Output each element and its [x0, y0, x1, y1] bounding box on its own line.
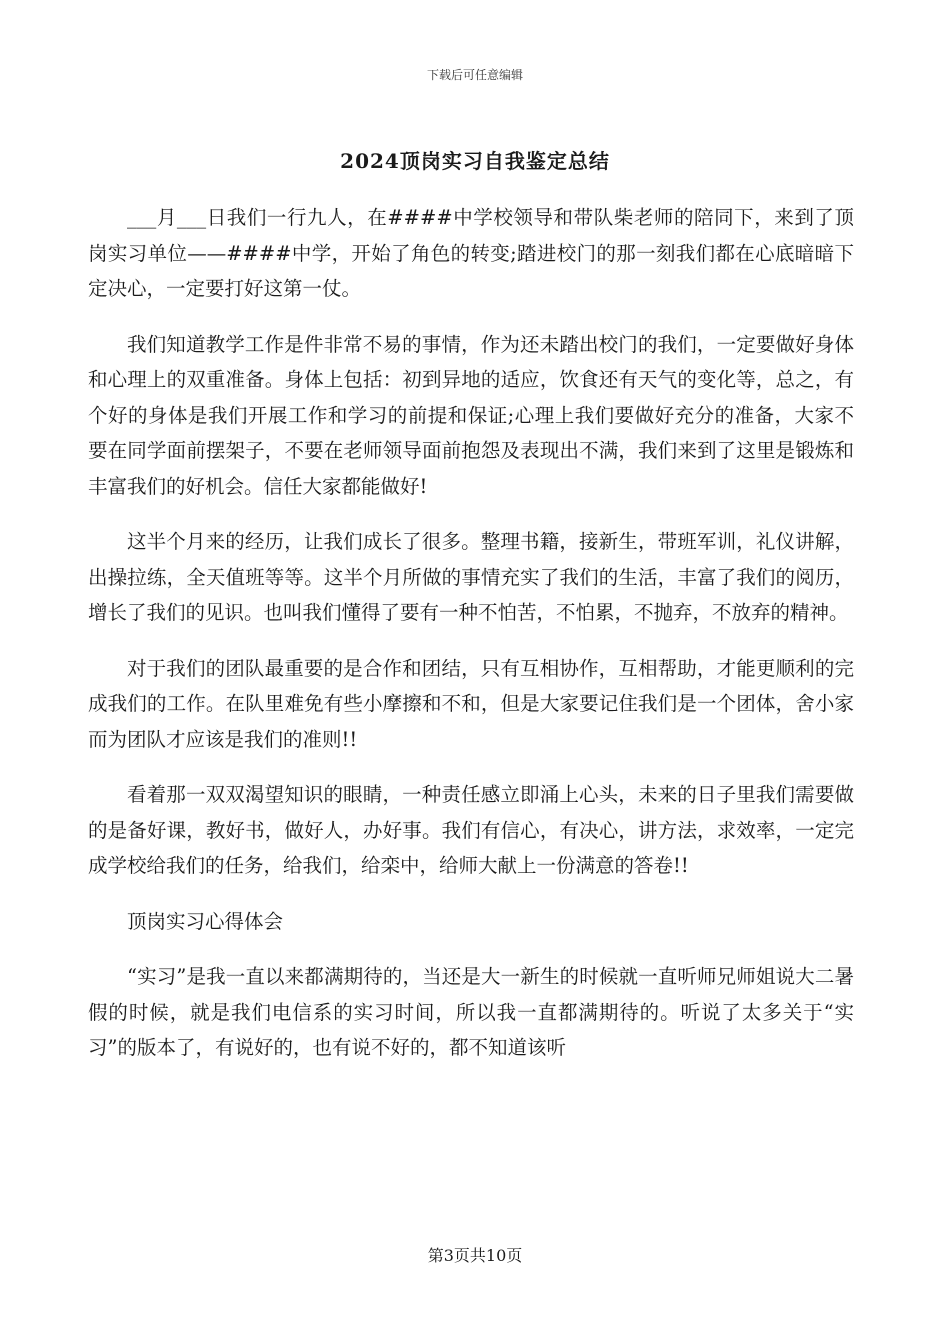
- paragraph-2: 我们知道教学工作是件非常不易的事情，作为还未踏出校门的我们，一定要做好身体和心理上的双重准备。身体上包括：初到异地的适应，饮食还有天气的变化等，总之，有个好的身体是我们开展工作和学习的前提和保证;心理上我们要做好充分的准备，大家不要在同学面前摆架子，不要在老师领导面前抱怨及表现出不满，我们来到了这里是锻炼和丰富我们的好机会。信任大家都能做好!: [88, 332, 854, 498]
- paragraph-3: 这半个月来的经历，让我们成长了很多。整理书籍，接新生，带班军训，礼仪讲解，出操拉练，全天值班等等。这半个月所做的事情充实了我们的生活，丰富了我们的阅历，增长了我们的见识。也叫我们懂得了要有一种不怕苦，不怕累，不抛弃，不放弃的精神。: [88, 530, 854, 624]
- paragraph-1: ___月___日我们一行九人，在####中学校领导和带队柴老师的陪同下，来到了顶岗实习单位——####中学，开始了角色的转变;踏进校门的那一刻我们都在心底暗暗下定决心，一定要打好这第一仗。: [88, 206, 854, 300]
- paragraph-6: “实习”是我一直以来都满期待的，当还是大一新生的时候就一直听师兄师姐说大二暑假的时候，就是我们电信系的实习时间，所以我一直都满期待的。听说了太多关于“实习”的版本了，有说好的，也有说不好的，都不知道该听: [88, 965, 854, 1059]
- document-body: [88, 200, 854, 1086]
- page-number: 第3页共10页: [427, 1246, 523, 1265]
- header-note: 下载后可任意编辑: [426, 68, 523, 82]
- paragraph-5: 看着那一双双渴望知识的眼睛，一种责任感立即涌上心头，未来的日子里我们需要做的是备好课，教好书，做好人，办好事。我们有信心，有决心，讲方法，求效率，一定完成学校给我们的任务，给我们，给栾中，给师大献上一份满意的答卷!!: [88, 783, 854, 877]
- paragraph-4: 对于我们的团队最重要的是合作和团结，只有互相协作，互相帮助，才能更顺利的完成我们的工作。在队里难免有些小摩擦和不和，但是大家要记住我们是一个团体，舍小家而为团队才应该是我们的准则!!: [88, 656, 854, 751]
- section-heading: 顶岗实习心得体会: [127, 909, 284, 933]
- document-title: 2024顶岗实习自我鉴定总结: [340, 149, 610, 173]
